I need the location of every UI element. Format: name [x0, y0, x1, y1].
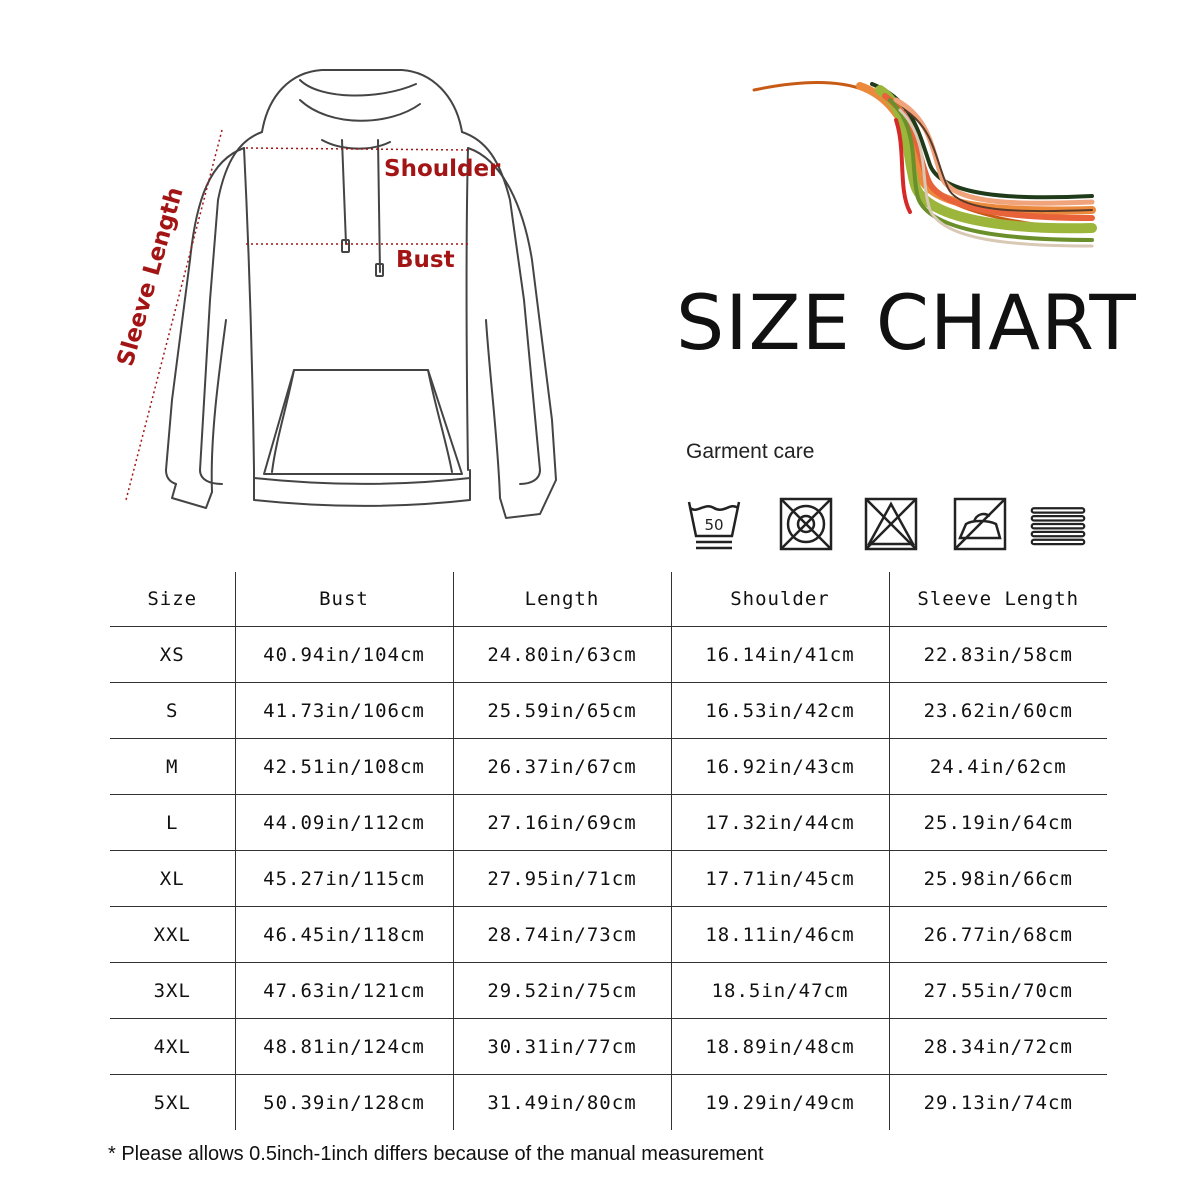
bust-cell: 41.73in/106cm [235, 683, 453, 739]
size-cell: M [110, 739, 235, 795]
sleeve-length-cell: 22.83in/58cm [889, 627, 1107, 683]
do-not-bleach-icon [863, 496, 919, 552]
table-row [110, 963, 1107, 1019]
shoulder-cell: 18.5in/47cm [671, 963, 889, 1019]
header-shoulder: Shoulder [671, 572, 889, 627]
decorative-swoosh [748, 72, 1098, 262]
sleeve-length-cell: 23.62in/60cm [889, 683, 1107, 739]
do-not-tumble-dry-icon [778, 496, 834, 552]
sleeve-length-cell: 29.13in/74cm [889, 1075, 1107, 1131]
bust-cell: 46.45in/118cm [235, 907, 453, 963]
size-table [110, 572, 1107, 1130]
table-row [110, 851, 1107, 907]
size-cell: XXL [110, 907, 235, 963]
sleeve-length-cell: 25.98in/66cm [889, 851, 1107, 907]
size-cell: 5XL [153, 1091, 191, 1114]
length-cell: 26.37in/67cm [453, 739, 671, 795]
sleeve-length-cell: 27.55in/70cm [889, 963, 1107, 1019]
size-cell: XL [110, 851, 235, 907]
bust-cell: 40.94in/104cm [235, 627, 453, 683]
measurement-footnote: * Please allows 0.5inch-1inch differs because of the manual measurement [108, 1143, 764, 1165]
size-cell: S [110, 683, 235, 739]
size-cell: 3XL [110, 963, 235, 1019]
shoulder-cell: 16.53in/42cm [671, 683, 889, 739]
length-cell: 30.31in/77cm [453, 1019, 671, 1075]
size-cell: 4XL [110, 1019, 235, 1075]
shoulder-cell: 17.32in/44cm [671, 795, 889, 851]
do-not-iron-icon [952, 496, 1008, 552]
length-cell: 25.59in/65cm [453, 683, 671, 739]
shoulder-label: Shoulder [384, 156, 501, 182]
sleeve-length-cell: 28.34in/72cm [889, 1019, 1107, 1075]
size-cell: L [110, 795, 235, 851]
size-chart-title: SIZE CHART [676, 278, 1137, 367]
table-row [110, 739, 1107, 795]
table-row [110, 1019, 1107, 1075]
shoulder-cell: 19.29in/49cm [671, 1075, 889, 1131]
bust-cell: 47.63in/121cm [235, 963, 453, 1019]
length-cell: 28.74in/73cm [453, 907, 671, 963]
length-cell: 31.49in/80cm [453, 1075, 671, 1131]
shoulder-cell: 18.11in/46cm [671, 907, 889, 963]
bust-cell: 50.39in/128cm [235, 1075, 453, 1131]
sleeve-length-label: Sleeve Length [112, 184, 189, 370]
bust-label: Bust [396, 247, 455, 273]
size-cell: XS [110, 627, 235, 683]
bust-cell: 42.51in/108cm [235, 739, 453, 795]
table-header-row [110, 572, 1107, 627]
wash-50-icon [686, 496, 742, 552]
hoodie-illustration [110, 60, 590, 540]
length-cell: 27.16in/69cm [453, 795, 671, 851]
bust-cell: 48.81in/124cm [235, 1019, 453, 1075]
header-size: Size [110, 572, 235, 627]
wash-temperature-label: 50 [704, 516, 724, 534]
header-length: Length [453, 572, 671, 627]
sleeve-length-cell: 25.19in/64cm [889, 795, 1107, 851]
shoulder-cell: 17.71in/45cm [671, 851, 889, 907]
shoulder-cell: 16.14in/41cm [671, 627, 889, 683]
table-row [110, 907, 1107, 963]
length-cell: 29.52in/75cm [453, 963, 671, 1019]
garment-care-heading: Garment care [686, 440, 815, 463]
bust-cell: 45.27in/115cm [235, 851, 453, 907]
length-cell: 27.95in/71cm [453, 851, 671, 907]
shoulder-cell: 16.92in/43cm [671, 739, 889, 795]
bust-cell: 44.09in/112cm [235, 795, 453, 851]
sleeve-length-cell: 26.77in/68cm [889, 907, 1107, 963]
sleeve-length-cell: 24.4in/62cm [889, 739, 1107, 795]
header-bust: Bust [235, 572, 453, 627]
table-row [110, 627, 1107, 683]
shoulder-cell: 18.89in/48cm [671, 1019, 889, 1075]
header-sleeve-length: Sleeve Length [889, 572, 1107, 627]
table-row [110, 1075, 1107, 1131]
table-row [110, 795, 1107, 851]
table-row [110, 683, 1107, 739]
length-cell: 24.80in/63cm [453, 627, 671, 683]
line-dry-icon [1030, 496, 1086, 552]
